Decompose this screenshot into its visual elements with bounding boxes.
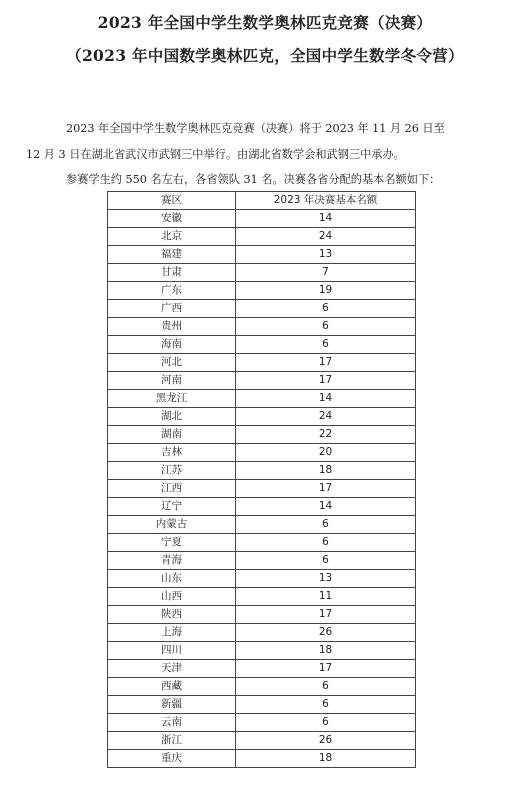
region-cell: 云南 <box>108 714 236 732</box>
region-cell: 湖北 <box>108 408 236 426</box>
quota-cell: 18 <box>236 750 416 768</box>
table-row <box>108 246 416 264</box>
table-row <box>108 282 416 300</box>
table-row <box>108 408 416 426</box>
table-row <box>108 750 416 768</box>
region-cell: 江苏 <box>108 462 236 480</box>
quota-cell: 6 <box>236 336 416 354</box>
region-cell: 湖南 <box>108 426 236 444</box>
quota-cell: 17 <box>236 372 416 390</box>
table-row <box>108 696 416 714</box>
quota-cell: 18 <box>236 642 416 660</box>
region-cell: 河北 <box>108 354 236 372</box>
table-row <box>108 372 416 390</box>
table-body <box>108 210 416 768</box>
region-cell: 广西 <box>108 300 236 318</box>
region-cell: 江西 <box>108 480 236 498</box>
table-row <box>108 498 416 516</box>
table-row <box>108 606 416 624</box>
intro-paragraph-line-2: 12 月 3 日在湖北省武汉市武钢三中举行。由湖北省数学会和武钢三中承办。 <box>26 148 405 161</box>
quota-cell: 14 <box>236 390 416 408</box>
quota-cell: 17 <box>236 354 416 372</box>
table-row <box>108 300 416 318</box>
quota-cell: 6 <box>236 300 416 318</box>
region-cell: 安徽 <box>108 210 236 228</box>
table-row <box>108 354 416 372</box>
region-cell: 黑龙江 <box>108 390 236 408</box>
table-row <box>108 570 416 588</box>
table-header-row <box>108 192 416 210</box>
table-row <box>108 714 416 732</box>
table-row <box>108 264 416 282</box>
table-row <box>108 210 416 228</box>
table-row <box>108 228 416 246</box>
quota-cell: 6 <box>236 552 416 570</box>
intro-paragraph-line-3: 参赛学生约 550 名左右，各省领队 31 名。决赛各省分配的基本名额如下： <box>66 173 441 186</box>
region-cell: 重庆 <box>108 750 236 768</box>
table-row <box>108 534 416 552</box>
table-row <box>108 588 416 606</box>
quota-cell: 24 <box>236 228 416 246</box>
region-cell: 吉林 <box>108 444 236 462</box>
quota-cell: 14 <box>236 210 416 228</box>
region-cell: 新疆 <box>108 696 236 714</box>
quota-cell: 7 <box>236 264 416 282</box>
quota-cell: 6 <box>236 678 416 696</box>
region-cell: 北京 <box>108 228 236 246</box>
table-row <box>108 552 416 570</box>
quota-cell: 6 <box>236 318 416 336</box>
header-region: 赛区 <box>108 192 236 210</box>
table-row <box>108 426 416 444</box>
table-row <box>108 318 416 336</box>
region-cell: 青海 <box>108 552 236 570</box>
region-cell: 甘肃 <box>108 264 236 282</box>
table-row <box>108 660 416 678</box>
region-cell: 天津 <box>108 660 236 678</box>
region-cell: 广东 <box>108 282 236 300</box>
quota-table <box>107 191 416 768</box>
document-subtitle: （2023 年中国数学奥林匹克，全国中学生数学冬令营） <box>66 46 464 65</box>
table-row <box>108 732 416 750</box>
table-row <box>108 624 416 642</box>
region-cell: 山东 <box>108 570 236 588</box>
region-cell: 陕西 <box>108 606 236 624</box>
table-row <box>108 516 416 534</box>
table-row <box>108 678 416 696</box>
header-quota: 2023 年决赛基本名额 <box>236 192 416 210</box>
region-cell: 辽宁 <box>108 498 236 516</box>
table-row <box>108 336 416 354</box>
quota-cell: 26 <box>236 624 416 642</box>
region-cell: 福建 <box>108 246 236 264</box>
region-cell: 四川 <box>108 642 236 660</box>
quota-cell: 6 <box>236 534 416 552</box>
quota-cell: 13 <box>236 570 416 588</box>
quota-cell: 17 <box>236 660 416 678</box>
quota-cell: 14 <box>236 498 416 516</box>
region-cell: 宁夏 <box>108 534 236 552</box>
table-row <box>108 444 416 462</box>
quota-cell: 6 <box>236 696 416 714</box>
quota-cell: 26 <box>236 732 416 750</box>
document-title: 2023 年全国中学生数学奥林匹克竞赛（决赛） <box>97 13 433 32</box>
region-cell: 山西 <box>108 588 236 606</box>
quota-cell: 17 <box>236 606 416 624</box>
table-row <box>108 390 416 408</box>
region-cell: 内蒙古 <box>108 516 236 534</box>
quota-cell: 22 <box>236 426 416 444</box>
quota-cell: 6 <box>236 714 416 732</box>
quota-cell: 20 <box>236 444 416 462</box>
table-row <box>108 462 416 480</box>
region-cell: 浙江 <box>108 732 236 750</box>
region-cell: 上海 <box>108 624 236 642</box>
table-row <box>108 480 416 498</box>
region-cell: 贵州 <box>108 318 236 336</box>
quota-cell: 6 <box>236 516 416 534</box>
region-cell: 河南 <box>108 372 236 390</box>
quota-cell: 19 <box>236 282 416 300</box>
region-cell: 海南 <box>108 336 236 354</box>
quota-cell: 11 <box>236 588 416 606</box>
intro-paragraph-line-1: 2023 年全国中学生数学奥林匹克竞赛（决赛）将于 2023 年 11 月 26 日至 <box>66 122 445 135</box>
quota-cell: 24 <box>236 408 416 426</box>
quota-cell: 18 <box>236 462 416 480</box>
quota-cell: 13 <box>236 246 416 264</box>
quota-cell: 17 <box>236 480 416 498</box>
region-cell: 西藏 <box>108 678 236 696</box>
table-row <box>108 642 416 660</box>
